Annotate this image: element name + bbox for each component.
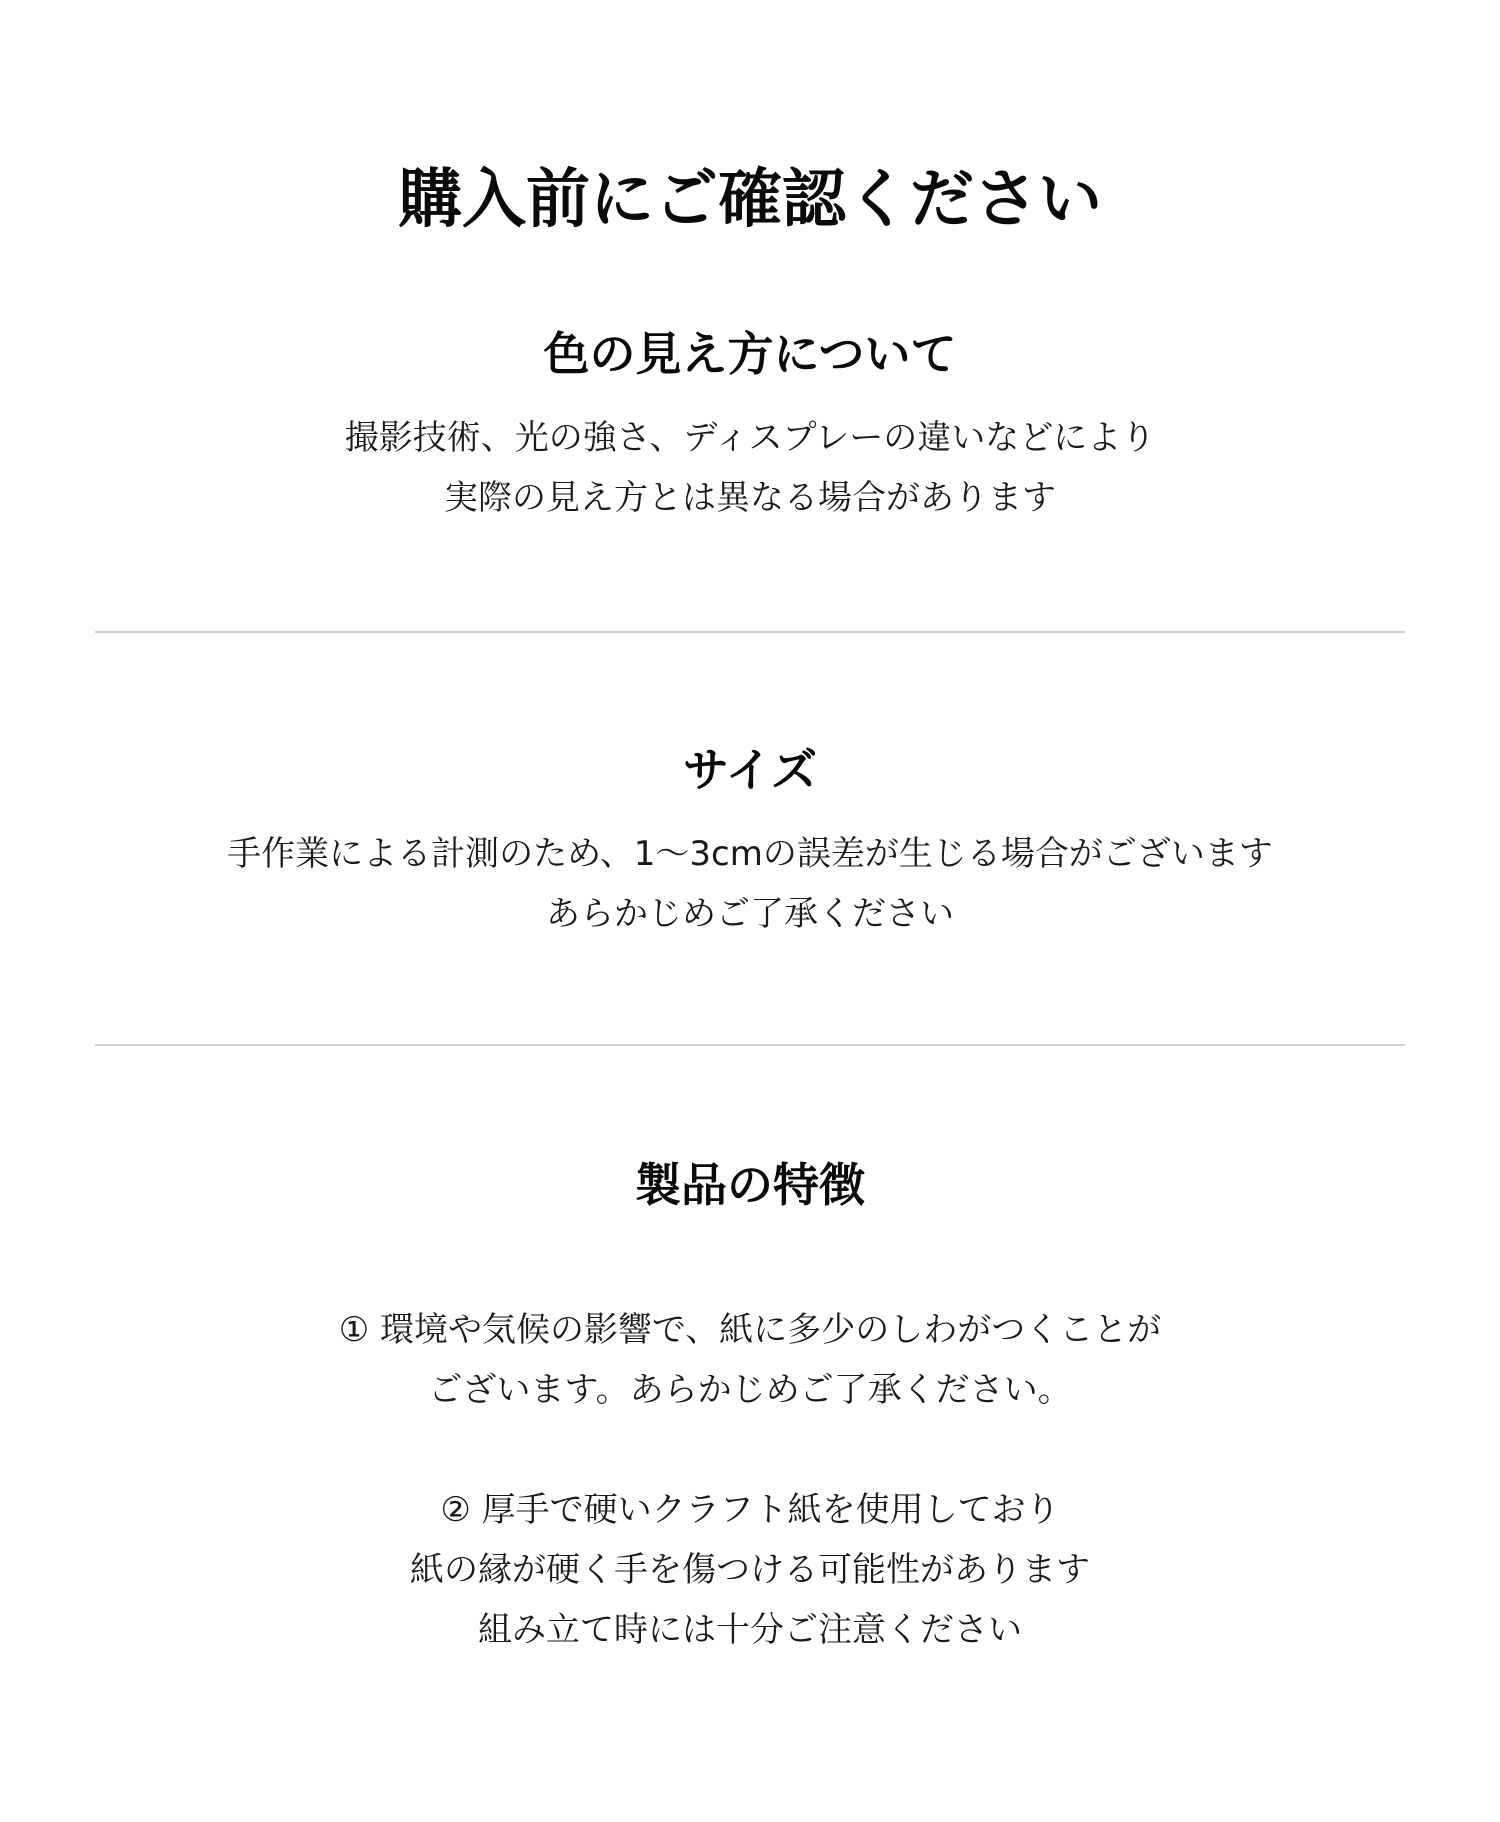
page-title: 購入前にご確認ください xyxy=(398,163,1102,237)
text-line: 紙の縁が硬く手を傷つける可能性があります xyxy=(410,1550,1090,1590)
section-heading-size: サイズ xyxy=(682,743,818,797)
section-heading-features: 製品の特徴 xyxy=(635,1158,865,1212)
text-line: ございます。あらかじめご了承ください。 xyxy=(428,1370,1072,1410)
text-line: ① 環境や気候の影響で、紙に多少のしわがつくことが xyxy=(338,1310,1162,1350)
text-line: 実際の見え方とは異なる場合があります xyxy=(444,478,1056,518)
section-divider xyxy=(95,1044,1405,1046)
text-line: 手作業による計測のため、1〜3cmの誤差が生じる場合がございます xyxy=(227,834,1273,874)
text-line: あらかじめご了承ください xyxy=(546,894,954,934)
feature-note-1 xyxy=(0,1300,1500,1420)
text-line: 撮影技術、光の強さ、ディスプレーの違いなどにより xyxy=(344,418,1156,458)
text-line: ② 厚手で硬いクラフト紙を使用しており xyxy=(440,1490,1060,1530)
text-line: 組み立て時には十分ご注意ください xyxy=(478,1610,1022,1650)
feature-note-2 xyxy=(0,1480,1500,1660)
section-heading-color: 色の見え方について xyxy=(543,327,957,381)
section-body-size xyxy=(0,824,1500,944)
section-body-color xyxy=(0,408,1500,528)
section-divider xyxy=(95,631,1405,633)
